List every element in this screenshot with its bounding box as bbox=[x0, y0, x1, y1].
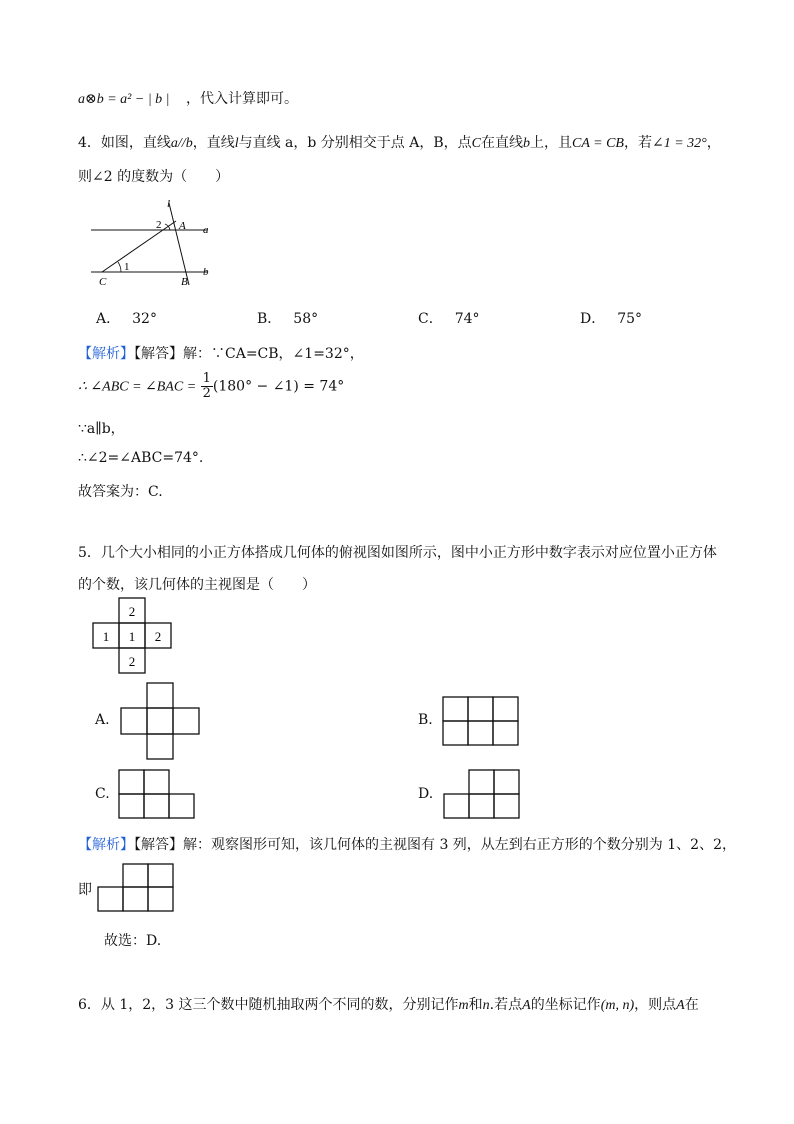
q4-solution-line5: 故答案为：C. bbox=[78, 484, 163, 500]
grid-num-top: 2 bbox=[128, 604, 136, 619]
fig-label-1: 1 bbox=[124, 261, 130, 273]
q4-text: ， bbox=[706, 135, 721, 151]
q4-option-b bbox=[257, 308, 318, 328]
q5-solution-ji: 即 bbox=[78, 882, 92, 898]
q4-solution-line3: ∵a∥b， bbox=[78, 421, 125, 437]
q6-text: 和 bbox=[468, 997, 483, 1013]
q5-solution-choice: 故选：D. bbox=[104, 933, 162, 949]
q6-text: 的坐标记作 bbox=[530, 997, 601, 1013]
q4-text: ，直线 bbox=[192, 135, 235, 151]
q5-option-b-label: B. bbox=[418, 712, 433, 728]
q5-text: 几个大小相同的小正方体搭成几何体的俯视图如图所示，图中小正方形中数字表示对应位置小正方体 bbox=[100, 545, 717, 561]
q4-option-d bbox=[580, 308, 642, 328]
q4-option-a bbox=[96, 308, 157, 328]
fig-label-B: B bbox=[181, 276, 188, 288]
analysis-tag: 【解析】 bbox=[78, 346, 134, 362]
q5-option-a-figure bbox=[121, 683, 201, 761]
option-letter: D． bbox=[580, 311, 606, 327]
q4-var: C bbox=[471, 136, 481, 151]
option-value: 75° bbox=[617, 311, 643, 327]
q4-figure bbox=[85, 197, 225, 292]
q4-var: l bbox=[234, 136, 239, 151]
q4-var: ∠1 = 32° bbox=[651, 136, 707, 151]
fraction-numerator: 1 bbox=[202, 371, 211, 386]
q4-stem-line2: 则∠2 的度数为（ ） bbox=[78, 169, 230, 185]
grid-num-bottom: 2 bbox=[128, 654, 136, 669]
grid-num-right: 2 bbox=[154, 629, 162, 644]
q5-sol-text: 解：观察图形可知，该几何体的主视图有 3 列，从左到右正方形的个数分别为 1、2、2， bbox=[183, 837, 736, 853]
answer-tag: 【解答】 bbox=[134, 837, 183, 853]
q4-var: CA = CB bbox=[572, 136, 624, 151]
q4-sol-eq-left: ∴ ∠ABC = ∠BAC = bbox=[78, 379, 197, 395]
q4-sol-text: 解：∵CA=CB，∠1=32°， bbox=[183, 346, 364, 362]
q4-text: 与直线 a，b 分别相交于点 A，B，点 bbox=[238, 135, 472, 151]
q6-var-n: n bbox=[482, 998, 490, 1013]
prev-solution-text: ，代入计算即可。 bbox=[185, 91, 298, 107]
q6-var-m: m bbox=[458, 998, 469, 1013]
q6-coord: (m, n) bbox=[600, 998, 635, 1013]
q6-text: 从 1，2，3 这三个数中随机抽取两个不同的数，分别记作 bbox=[100, 997, 459, 1013]
fig-label-l: l bbox=[167, 198, 171, 210]
fig-label-b: b bbox=[203, 266, 209, 278]
fig-label-2: 2 bbox=[156, 219, 162, 231]
operation-formula: a⊗b = a² − | b | bbox=[78, 92, 170, 107]
q5-option-d-figure bbox=[444, 770, 522, 820]
q6-text: ，则点 bbox=[634, 997, 677, 1013]
q4-text: 在直线 bbox=[481, 135, 523, 151]
q6-var-A2: A bbox=[676, 998, 685, 1013]
q5-stem-line2: 的个数，该几何体的主视图是（ ） bbox=[78, 577, 316, 593]
q5-option-c-figure bbox=[119, 770, 197, 820]
q5-option-c-label: C. bbox=[95, 786, 110, 802]
q5-option-a-label: A. bbox=[95, 712, 110, 728]
fig-label-C: C bbox=[99, 276, 107, 288]
fig-label-A: A bbox=[179, 220, 186, 232]
q6-text: .若点 bbox=[489, 997, 523, 1013]
q5-number: 5． bbox=[78, 545, 101, 561]
q4-var: a//b bbox=[170, 136, 193, 151]
q5-option-b-figure bbox=[443, 697, 521, 747]
q4-solution-line1 bbox=[78, 343, 364, 363]
option-letter: A． bbox=[96, 311, 121, 327]
q5-solution-figure bbox=[98, 864, 176, 914]
option-value: 58° bbox=[293, 311, 319, 327]
q6-text: 在 bbox=[684, 997, 699, 1013]
q6-number: 6． bbox=[78, 997, 101, 1013]
option-letter: C． bbox=[418, 311, 443, 327]
q4-text: 如图，直线 bbox=[100, 135, 171, 151]
q6-var-A: A bbox=[522, 998, 531, 1013]
q5-top-view-grid bbox=[93, 597, 173, 677]
q4-number: 4． bbox=[78, 135, 101, 151]
option-value: 32° bbox=[132, 311, 157, 327]
answer-tag: 【解答】 bbox=[134, 346, 183, 362]
fig-label-a: a bbox=[203, 224, 209, 236]
fraction-denominator: 2 bbox=[202, 386, 211, 401]
q5-solution-line1 bbox=[78, 834, 736, 854]
q4-stem-line1 bbox=[78, 132, 721, 152]
grid-num-center: 1 bbox=[128, 629, 136, 644]
q4-text: 上，且 bbox=[530, 135, 572, 151]
q5-stem-line1 bbox=[78, 542, 717, 562]
fraction-half bbox=[201, 372, 213, 401]
q4-solution-line2 bbox=[78, 372, 344, 401]
option-letter: B． bbox=[257, 311, 282, 327]
prev-solution-line bbox=[78, 88, 298, 108]
q6-stem-line1 bbox=[78, 994, 699, 1014]
q4-sol-eq-right: (180° − ∠1) = 74° bbox=[212, 378, 345, 395]
q4-solution-line4: ∴∠2=∠ABC=74°. bbox=[78, 450, 204, 466]
q5-option-d-label: D. bbox=[418, 786, 434, 802]
q4-var: b bbox=[523, 136, 530, 151]
analysis-tag: 【解析】 bbox=[78, 837, 134, 853]
q4-text: ，若 bbox=[623, 135, 652, 151]
grid-num-left: 1 bbox=[102, 629, 110, 644]
q4-option-c bbox=[418, 308, 480, 328]
option-value: 74° bbox=[454, 311, 480, 327]
